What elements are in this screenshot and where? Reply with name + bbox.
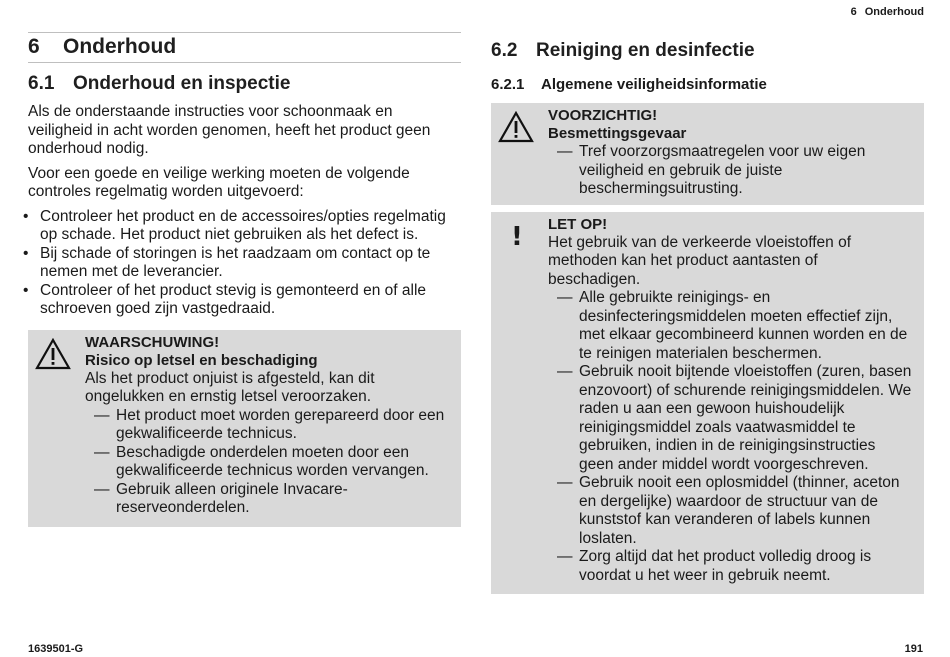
list-item: • Controleer het product en de accessoires/opties regelmatig op schade. Het product niet gebruiken als het defect is. (28, 208, 461, 245)
list-item: — Gebruik nooit een oplosmiddel (thinner, aceton en dergelijke) waardoor de structuur van de kunststof kan veranderen of labels kunnen loslaten. (548, 474, 914, 548)
running-header-chapter-title: Onderhoud (864, 6, 924, 18)
section-heading-title: Reiniging en desinfectie (536, 40, 755, 61)
warning-notice (28, 330, 461, 527)
list-item: — Gebruik nooit bijtende vloeistoffen (zuren, basen enzovoort) of schurende reinigingsmiddelen. We raden u aan een gewoon huishoudelijk reinigingsmiddel zoals vaatwasmiddel te gebruiken, indien in de reinigingsinstructies geen ander middel wordt voorgeschreven. (548, 363, 914, 474)
list-item: — Zorg altijd dat het product volledig droog is voordat u het weer in gebruik neemt. (548, 548, 914, 585)
note-text: Het gebruik van de verkeerde vloeistoffen of methoden kan het product aantasten of beschadigen. (548, 233, 852, 288)
chapter-heading (28, 32, 461, 63)
note-notice (491, 212, 924, 595)
caution-subtitle: Besmettingsgevaar (548, 125, 687, 142)
warning-triangle-icon (35, 338, 71, 375)
section-heading-number: 6.2 (491, 40, 518, 61)
note-title: LET OP! (548, 215, 608, 233)
note-list (548, 289, 914, 585)
section-heading-6-2 (491, 40, 924, 62)
warning-text: Als het product onjuist is afgesteld, kan dit ongelukken en ernstig letsel veroorzaken. (85, 369, 375, 405)
caution-list (548, 143, 912, 199)
list-item: — Het product moet worden gerepareerd door een gekwalificeerde technicus. (85, 407, 449, 444)
subsection-heading-number: 6.2.1 (491, 76, 525, 93)
right-column (491, 40, 924, 594)
chapter-heading-title: Onderhoud (63, 35, 177, 58)
list-item: • Controleer of het product stevig is gemonteerd en of alle schroeven goed zijn vastgedraaid. (28, 282, 461, 319)
warning-subtitle: Risico op letsel en beschadiging (85, 351, 318, 369)
subsection-heading-6-2-1 (491, 76, 924, 93)
check-list (28, 208, 461, 319)
list-item: — Gebruik alleen originele Invacare-reserveonderdelen. (85, 481, 449, 518)
list-item: — Beschadigde onderdelen moeten door een gekwalificeerde technicus worden vervangen. (85, 444, 449, 481)
intro-paragraph: Als de onderstaande instructies voor schoonmaak en veiligheid in acht worden genomen, heeft het product geen onderhoud nodig. (28, 103, 431, 157)
caution-notice (491, 103, 924, 205)
list-item: — Tref voorzorgsmaatregelen voor uw eigen veiligheid en gebruik de juiste beschermingsuitrusting. (548, 143, 912, 199)
running-header-chapter-number: 6 (850, 6, 857, 18)
section-heading-6-1 (28, 73, 461, 95)
warning-title: WAARSCHUWING! (85, 333, 220, 351)
document-number: 1639501-G (28, 643, 84, 655)
subsection-heading-title: Algemene veiligheidsinformatie (541, 76, 767, 93)
page-number: 191 (904, 643, 923, 655)
checks-paragraph: Voor een goede en veilige werking moeten de volgende controles regelmatig worden uitgevoerd: (28, 164, 410, 200)
section-heading-number: 6.1 (28, 73, 55, 94)
warning-triangle-icon (498, 111, 534, 148)
warning-list (85, 407, 449, 518)
section-heading-title: Onderhoud en inspectie (73, 73, 291, 94)
chapter-heading-number: 6 (28, 35, 40, 58)
list-item: — Alle gebruikte reinigings- en desinfecteringsmiddelen moeten effectief zijn, met elkaar gecombineerd kunnen worden en de te reinigen materialen beschermen. (548, 289, 914, 363)
left-column (28, 32, 461, 527)
exclamation-icon: ! (511, 221, 523, 252)
running-header (851, 6, 924, 18)
caution-title: VOORZICHTIG! (548, 107, 658, 124)
list-item: • Bij schade of storingen is het raadzaam om contact op te nemen met de leverancier. (28, 245, 461, 282)
